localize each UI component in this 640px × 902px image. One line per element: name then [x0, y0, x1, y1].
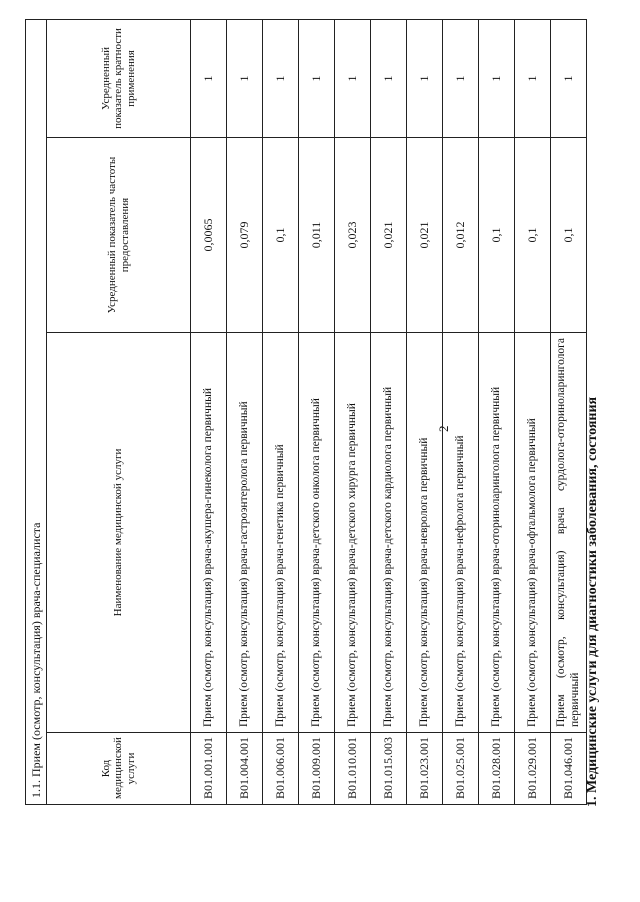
table-row	[191, 20, 227, 805]
frequency-cell: 0,1	[551, 138, 587, 333]
multiplicity-cell: 1	[191, 20, 227, 138]
service-code-cell: B01.015.003	[371, 733, 407, 805]
frequency-cell: 0,1	[479, 138, 515, 333]
service-name-cell: Прием (осмотр, консультация) врача-оториноларинголога первичный	[479, 333, 515, 733]
frequency-cell: 0,011	[299, 138, 335, 333]
table-body	[191, 20, 587, 805]
table-row	[335, 20, 371, 805]
multiplicity-cell: 1	[227, 20, 263, 138]
table-row	[551, 20, 587, 805]
subsection-header-row	[26, 20, 47, 805]
services-table	[25, 19, 587, 805]
table-row	[515, 20, 551, 805]
multiplicity-cell: 1	[515, 20, 551, 138]
column-header-multiplicity: Усредненный показатель кратности применения	[47, 20, 191, 138]
frequency-cell: 0,012	[443, 138, 479, 333]
service-code-cell: B01.010.001	[335, 733, 371, 805]
subsection-title: 1.1. Прием (осмотр, консультация) врача-специалиста	[26, 20, 47, 805]
service-code-cell: B01.009.001	[299, 733, 335, 805]
multiplicity-cell: 1	[371, 20, 407, 138]
multiplicity-cell: 1	[335, 20, 371, 138]
frequency-cell: 0,021	[371, 138, 407, 333]
service-name-cell: Прием (осмотр, консультация) врача-невролога первичный	[407, 333, 443, 733]
frequency-cell: 0,1	[263, 138, 299, 333]
service-name-cell: Прием (осмотр, консультация) врача-детского кардиолога первичный	[371, 333, 407, 733]
frequency-cell: 0,079	[227, 138, 263, 333]
service-code-cell: B01.025.001	[443, 733, 479, 805]
service-name-cell: Прием (осмотр, консультация) врача-нефролога первичный	[443, 333, 479, 733]
column-header-row	[47, 20, 191, 805]
frequency-cell: 0,023	[335, 138, 371, 333]
service-code-cell: B01.004.001	[227, 733, 263, 805]
service-name-cell: Прием (осмотр, консультация) врача-детского хирурга первичный	[335, 333, 371, 733]
service-name-cell: Прием (осмотр, консультация) врача-генетика первичный	[263, 333, 299, 733]
service-code-cell: B01.028.001	[479, 733, 515, 805]
multiplicity-cell: 1	[407, 20, 443, 138]
table-row	[479, 20, 515, 805]
multiplicity-cell: 1	[263, 20, 299, 138]
multiplicity-cell: 1	[443, 20, 479, 138]
frequency-cell: 0,1	[515, 138, 551, 333]
service-name-cell: Прием (осмотр, консультация) врача-гастроэнтеролога первичный	[227, 333, 263, 733]
section-title: 1. Медицинские услуги для диагностики заболевания, состояния	[585, 396, 600, 807]
page-number: 2	[436, 425, 451, 432]
table-row	[263, 20, 299, 805]
frequency-cell: 0,021	[407, 138, 443, 333]
table-row	[227, 20, 263, 805]
multiplicity-cell: 1	[299, 20, 335, 138]
service-code-cell: B01.006.001	[263, 733, 299, 805]
service-code-cell: B01.001.001	[191, 733, 227, 805]
column-header-code: Код медицинской услуги	[47, 733, 191, 805]
service-code-cell: B01.029.001	[515, 733, 551, 805]
multiplicity-cell: 1	[479, 20, 515, 138]
service-code-cell: B01.023.001	[407, 733, 443, 805]
column-header-frequency: Усредненный показатель частоты предоставления	[47, 138, 191, 333]
table-row	[443, 20, 479, 805]
frequency-cell: 0,0065	[191, 138, 227, 333]
service-name-cell: Прием (осмотр, консультация) врача сурдолога-оториноларинголога первичный	[551, 333, 587, 733]
service-code-cell: B01.046.001	[551, 733, 587, 805]
multiplicity-cell: 1	[551, 20, 587, 138]
service-name-cell: Прием (осмотр, консультация) врача-офтальмолога первичный	[515, 333, 551, 733]
service-name-cell: Прием (осмотр, консультация) врача-акушера-гинеколога первичный	[191, 333, 227, 733]
table-row	[371, 20, 407, 805]
table-row	[299, 20, 335, 805]
column-header-name: Наименование медицинской услуги	[47, 333, 191, 733]
table-row	[407, 20, 443, 805]
service-name-cell: Прием (осмотр, консультация) врача-детского онколога первичный	[299, 333, 335, 733]
